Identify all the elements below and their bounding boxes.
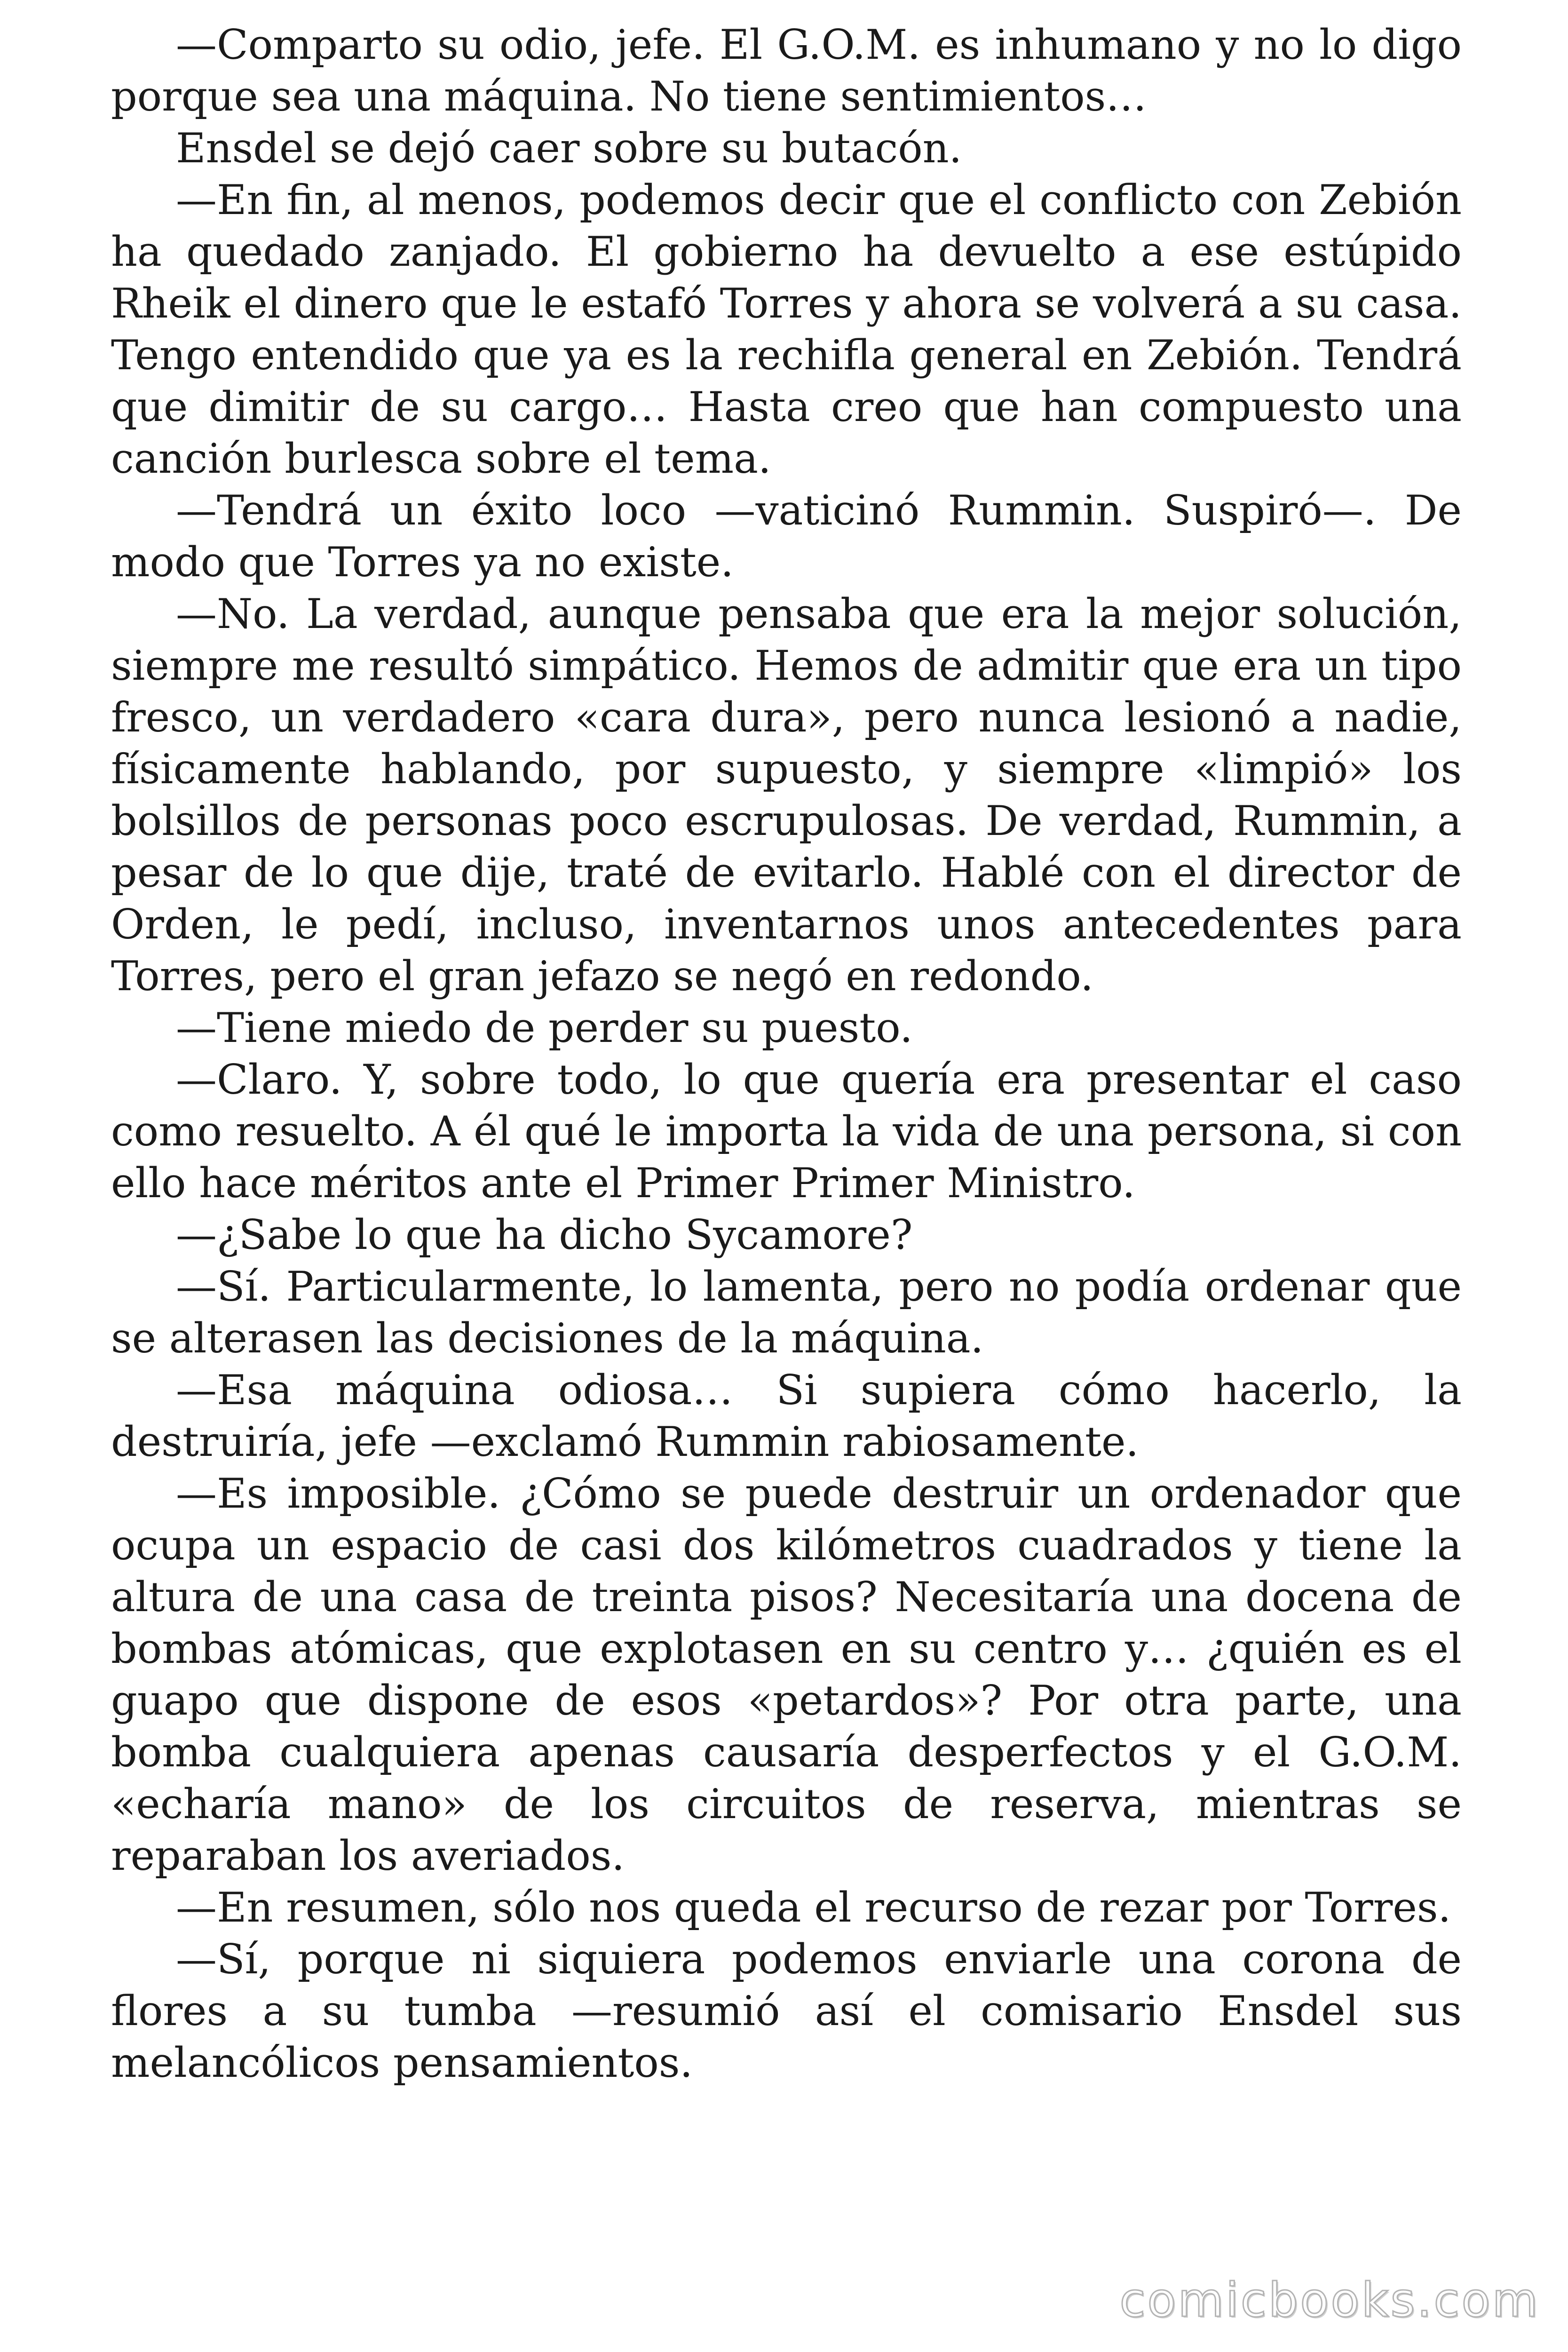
page-body (111, 19, 1462, 2089)
paragraph-5: —No. La verdad, aunque pensaba que era la mejor solución, siempre me resultó simpático. Hemos de admitir que era un tipo fresco, un verdadero «cara dura», pero nunca lesionó a nadie, físicamente hablando, por supuesto, y siempre «limpió» los bolsillos de personas poco escrupulosas. De verdad, Rummin, a pesar de lo que dije, traté de evitarlo. Hablé con el director de Orden, le pedí, incluso, inventarnos unos antecedentes para Torres, pero el gran jefazo se negó en redondo. (111, 590, 1462, 1000)
paragraph-4: —Tendrá un éxito loco —vaticinó Rummin. Suspiró—. De modo que Torres ya no existe. (111, 486, 1462, 586)
paragraph-3: —En fin, al menos, podemos decir que el conflicto con Zebión ha quedado zanjado. El gobierno ha devuelto a ese estúpido Rheik el dinero que le estafó Torres y ahora se volverá a su casa. Tengo entendido que ya es la rechifla general en Zebión. Tendrá que dimitir de su cargo… Hasta creo que han compuesto una canción burlesca sobre el tema. (111, 176, 1462, 483)
paragraph-11: —Es imposible. ¿Cómo se puede destruir un ordenador que ocupa un espacio de casi dos kilómetros cuadrados y tiene la altura de una casa de treinta pisos? Necesitaría una docena de bombas atómicas, que explotasen en su centro y… ¿quién es el guapo que dispone de esos «petardos»? Por otra parte, una bomba cualquiera apenas causaría desperfectos y el G.O.M. «echaría mano» de los circuitos de reserva, mientras se reparaban los averiados. (111, 1470, 1462, 1880)
paragraph-12: —En resumen, sólo nos queda el recurso de rezar por Torres. (176, 1883, 1451, 1931)
paragraph-9: —Sí. Particularmente, lo lamenta, pero no podía ordenar que se alterasen las decisiones de la máquina. (111, 1263, 1462, 1362)
paragraph-7: —Claro. Y, sobre todo, lo que quería era presentar el caso como resuelto. A él qué le importa la vida de una persona, si con ello hace méritos ante el Primer Primer Ministro. (111, 1056, 1462, 1207)
paragraph-13: —Sí, porque ni siquiera podemos enviarle una corona de flores a su tumba —resumió así el comisario Ensdel sus melancólicos pensamientos. (111, 1935, 1462, 2087)
paragraph-10: —Esa máquina odiosa… Si supiera cómo hacerlo, la destruiría, jefe —exclamó Rummin rabiosamente. (111, 1366, 1462, 1466)
paragraph-2: Ensdel se dejó caer sobre su butacón. (176, 124, 962, 172)
watermark: comicbooks.com (1119, 2273, 1540, 2328)
paragraph-1: —Comparto su odio, jefe. El G.O.M. es inhumano y no lo digo porque sea una máquina. No tiene sentimientos… (111, 21, 1462, 120)
paragraph-6: —Tiene miedo de perder su puesto. (176, 1004, 913, 1052)
paragraph-8: —¿Sabe lo que ha dicho Sycamore? (176, 1211, 913, 1259)
